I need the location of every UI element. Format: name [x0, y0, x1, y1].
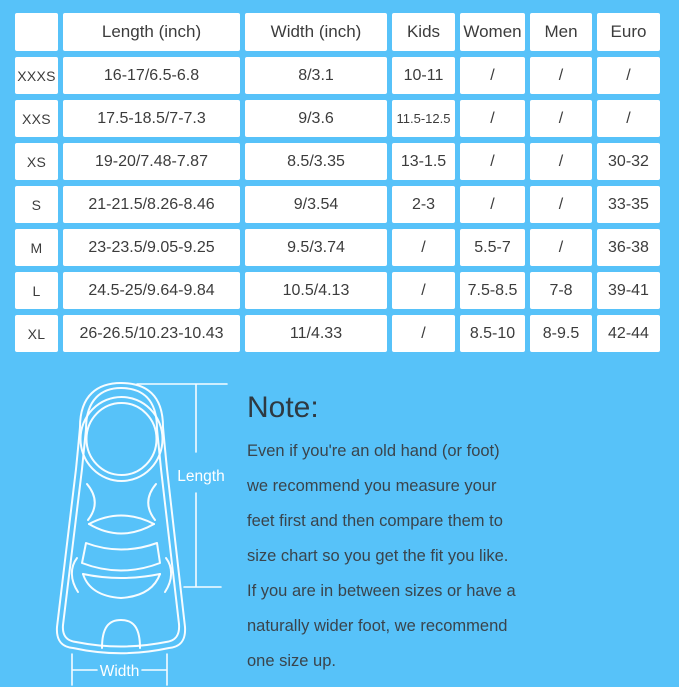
table-cell: / [597, 100, 660, 137]
table-cell: / [530, 143, 592, 180]
column-header-size [15, 13, 58, 51]
table-cell: 33-35 [597, 186, 660, 223]
table-cell: 19-20/7.48-7.87 [63, 143, 240, 180]
table-row-l [15, 272, 660, 309]
heel-crescent-top [83, 574, 160, 578]
table-cell: / [530, 100, 592, 137]
table-cell: 8/3.1 [245, 57, 387, 94]
column-header-men: Men [530, 13, 592, 51]
length-label: Length [177, 468, 225, 485]
column-header-women: Women [460, 13, 525, 51]
width-label: Width [99, 663, 140, 680]
table-cell: / [530, 186, 592, 223]
table-cell: 16-17/6.5-6.8 [63, 57, 240, 94]
table-cell: 9.5/3.74 [245, 229, 387, 266]
size-label-cell: XL [15, 315, 58, 352]
table-row-s [15, 186, 660, 223]
table-row-m [15, 229, 660, 266]
table-cell: 9/3.6 [245, 100, 387, 137]
note-title: Note: [247, 391, 319, 424]
table-cell: / [460, 57, 525, 94]
table-cell: / [460, 100, 525, 137]
table-cell: / [460, 143, 525, 180]
column-header-kids: Kids [392, 13, 455, 51]
table-cell: 17.5-18.5/7-7.3 [63, 100, 240, 137]
size-chart-table [10, 7, 665, 358]
blade-arch [102, 620, 140, 648]
table-cell: / [460, 186, 525, 223]
header-row [15, 13, 660, 51]
size-chart-page [0, 7, 679, 686]
rail-bump-left [72, 558, 78, 592]
length-measure-line [137, 384, 227, 587]
pocket-pinch-left [87, 484, 95, 520]
table-cell: 8.5-10 [460, 315, 525, 352]
table-cell: 2-3 [392, 186, 455, 223]
note-line: size chart so you get the fit you like. [247, 547, 509, 565]
table-cell: 7-8 [530, 272, 592, 309]
table-cell: 10-11 [392, 57, 455, 94]
sole-lens-top [89, 516, 154, 525]
size-label-cell: XS [15, 143, 58, 180]
table-cell: / [392, 272, 455, 309]
heel-band [82, 543, 160, 571]
table-cell: 11.5-12.5 [392, 100, 455, 137]
foot-opening-inner [87, 403, 157, 475]
table-cell: 26-26.5/10.23-10.43 [63, 315, 240, 352]
table-row-xs [15, 143, 660, 180]
note-line: If you are in between sizes or have a [247, 582, 516, 600]
size-label-cell: S [15, 186, 58, 223]
foot-opening-outer [81, 397, 163, 481]
sole-lens-bottom [89, 524, 154, 534]
table-cell: / [530, 57, 592, 94]
note-body [247, 434, 547, 679]
note-line: Even if you're an old hand (or foot) [247, 442, 500, 460]
table-cell: / [392, 315, 455, 352]
table-row-xxs [15, 100, 660, 137]
fin-diagram [40, 377, 240, 687]
table-cell: 39-41 [597, 272, 660, 309]
table-cell: 23-23.5/9.05-9.25 [63, 229, 240, 266]
note-line: we recommend you measure your [247, 477, 497, 495]
table-cell: 8-9.5 [530, 315, 592, 352]
table-cell: 36-38 [597, 229, 660, 266]
table-row-xl [15, 315, 660, 352]
table-cell: 10.5/4.13 [245, 272, 387, 309]
note-line: feet first and then compare them to [247, 512, 503, 530]
size-label-cell: XXS [15, 100, 58, 137]
table-cell: 30-32 [597, 143, 660, 180]
table-cell: 21-21.5/8.26-8.46 [63, 186, 240, 223]
note-line: naturally wider foot, we recommend [247, 617, 508, 635]
table-cell: 24.5-25/9.64-9.84 [63, 272, 240, 309]
table-cell: / [597, 57, 660, 94]
table-cell: / [392, 229, 455, 266]
size-label-cell: L [15, 272, 58, 309]
note-line: one size up. [247, 652, 336, 670]
table-cell: 9/3.54 [245, 186, 387, 223]
table-row-xxxs [15, 57, 660, 94]
note-section [247, 391, 547, 679]
table-cell: 7.5-8.5 [460, 272, 525, 309]
size-label-cell: XXXS [15, 57, 58, 94]
column-header-euro: Euro [597, 13, 660, 51]
size-label-cell: M [15, 229, 58, 266]
pocket-pinch-right [148, 484, 156, 520]
rail-bump-right [165, 558, 171, 592]
table-cell: 42-44 [597, 315, 660, 352]
table-cell: 11/4.33 [245, 315, 387, 352]
column-header-width: Width (inch) [245, 13, 387, 51]
column-header-length: Length (inch) [63, 13, 240, 51]
table-cell: 8.5/3.35 [245, 143, 387, 180]
table-cell: 5.5-7 [460, 229, 525, 266]
table-cell: / [530, 229, 592, 266]
table-cell: 13-1.5 [392, 143, 455, 180]
